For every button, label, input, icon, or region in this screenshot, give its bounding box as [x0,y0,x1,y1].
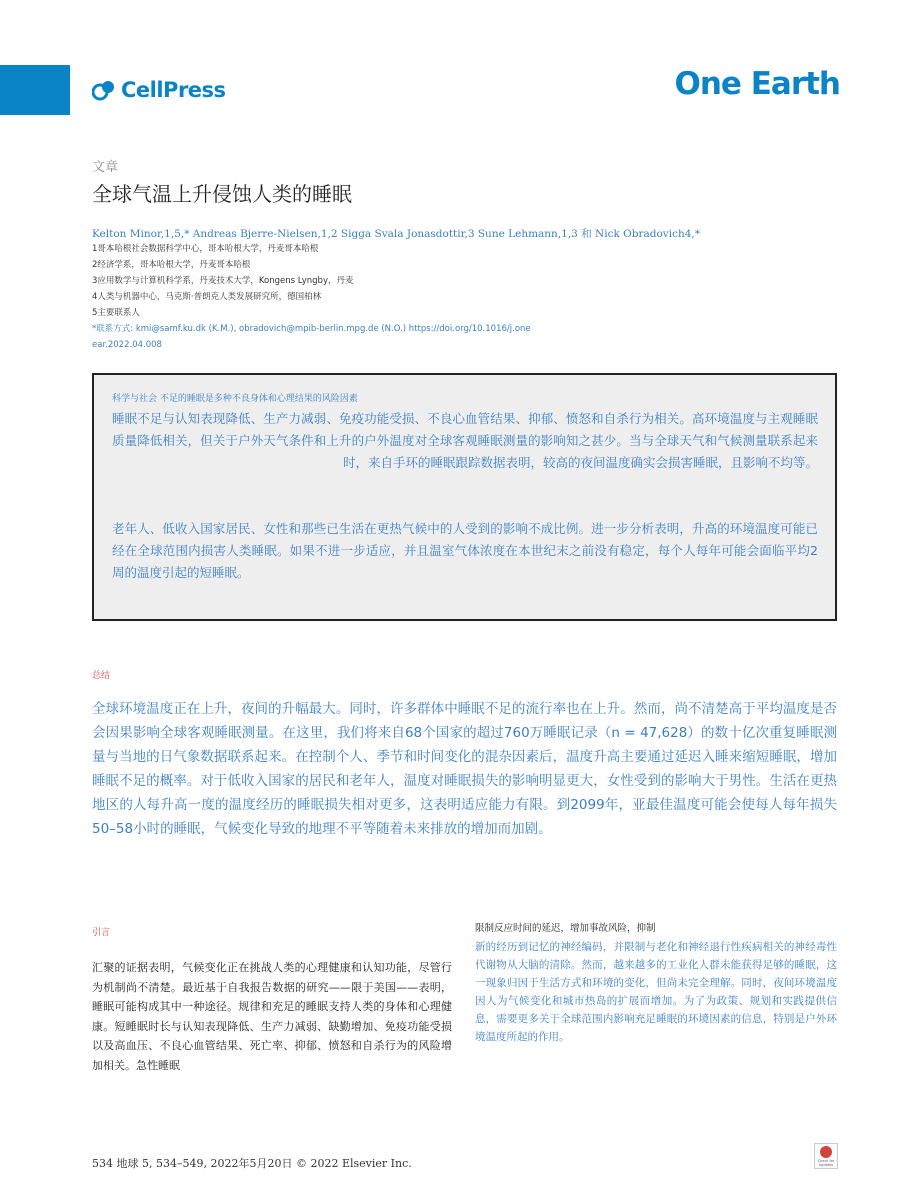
affiliation-3: 3应用数学与计算机科学系，丹麦技术大学，Kongens Lyngby，丹麦 [92,276,354,286]
context-box-label: 科学与社会 不足的睡眠是多种不良身体和心理结果的风险因素 [112,394,358,404]
intro-left-column: 汇聚的证据表明，气候变化正在挑战人类的心理健康和认知功能，尽管行为机制尚不清楚。最近基于自我报告数据的研究——限于美国——表明，睡眠可能构成其中一种途径。规律和充足的睡眠支持人类的身体和心理健康。短睡眠时长与认知表现降低、生产力减弱、缺勤增加、免疫功能受损以及高血压、不良心血管结果、死亡率、抑郁、愤怒和自杀行为的风险增加相关。急性睡眠 [92,961,452,1072]
author-list[interactable]: Kelton Minor,1,5,* Andreas Bjerre-Nielsen,1,2 Sigga Svala Jonasdottir,3 Sune Lehmann,1,3 和 Nick Obradovich4,* [92,228,701,240]
publisher-logo[interactable] [92,78,226,102]
context-paragraph-2: 老年人、低收入国家居民、女性和那些已生活在更热气候中的人受到的影响不成比例。进一步分析表明，升高的环境温度可能已经在全球范围内损害人类睡眠。如果不进一步适应，并且温室气体浓度在本世纪末之前没有稳定，每个人每年可能会面临平均2周的温度引起的短睡眠。 [112,521,818,580]
correspondence-doi[interactable]: *联系方式: kmi@samf.ku.dk (K.M.), obradovich@mpib-berlin.mpg.de (N.O.) https://doi.org/10.1016/j.one [92,324,531,334]
affiliation-1: 1哥本哈根社会数据科学中心，哥本哈根大学，丹麦哥本哈根 [92,244,319,254]
affiliation-5: 5主要联系人 [92,308,140,318]
affiliation-4: 4人类与机器中心，马克斯·普朗克人类发展研究所，德国柏林 [92,292,322,302]
journal-name[interactable]: One Earth [674,66,840,102]
cellpress-icon [92,79,116,101]
intro-heading: 引言 [92,928,111,938]
article-title: 全球气温上升侵蚀人类的睡眠 [92,182,352,206]
summary-text: 全球环境温度正在上升，夜间的升幅最大。同时，许多群体中睡眠不足的流行率也在上升。然而，尚不清楚高于平均温度是否会因果影响全球客观睡眠测量。在这里，我们将来自68个国家的超过760万睡眠记录（n = 47,628）的数十亿次重复睡眠测量与当地的日气象数据联系起来。在控制个人、季节和时间变化的混杂因素后，温度升高主要通过延迟入睡来缩短睡眠，增加睡眠不足的概率。对于低收入国家的居民和老年人，温度对睡眠损失的影响明显更大，女性受到的影响大于男性。生活在更热地区的人每升高一度的温度经历的睡眠损失相对更多，这表明适应能力有限。到2099年，亚最佳温度可能会使每人每年损失50–58小时的睡眠，气候变化导致的地理不平等随着未来排放的增加而加剧。 [92,701,837,837]
page-footer-citation: 534 地球 5, 534–549, 2022年5月20日 © 2022 Elsevier Inc. [92,1157,412,1170]
intro-right-column: 新的经历到记忆的神经编码，并限制与老化和神经退行性疾病相关的神经毒性代谢物从大脑的清除。然而，越来越多的工业化人群未能获得足够的睡眠，这一现象归因于生活方式和环境的变化，但尚未完全理解。同时，夜间环境温度因人为气候变化和城市热岛的扩展而增加。为了为政策、规划和实践提供信息，需要更多关于全球范围内影响充足睡眠的环境因素的信息，特别是户外环境温度所起的作用。 [475,941,837,1043]
affiliations [92,241,562,353]
corner-accent-block [0,65,70,115]
publisher-name: CellPress [121,78,226,102]
correspondence-doi-cont[interactable]: ear.2022.04.008 [92,340,162,350]
context-paragraph-1: 睡眠不足与认知表现降低、生产力减弱、免疫功能受损、不良心血管结果、抑郁、愤怒和自杀行为相关。高环境温度与主观睡眠质量降低相关，但关于户外天气条件和上升的户外温度对全球客观睡眠测量的影响知之甚少。当与全球天气和气候测量联系起来时，来自手环的睡眠跟踪数据表明，较高的夜间温度确实会损害睡眠，且影响不均等。 [112,411,818,470]
check-for-updates-badge[interactable] [814,1143,838,1169]
affiliation-2: 2经济学系，哥本哈根大学，丹麦哥本哈根 [92,260,251,270]
summary-heading: 总结 [92,671,111,681]
context-box [92,373,837,621]
check-updates-label: Check for updates [817,1159,835,1167]
intro-right-column-top: 限制反应时间的延迟，增加事故风险，抑制 [475,923,656,934]
check-updates-icon [820,1146,832,1158]
article-type: 文章 [92,160,119,175]
